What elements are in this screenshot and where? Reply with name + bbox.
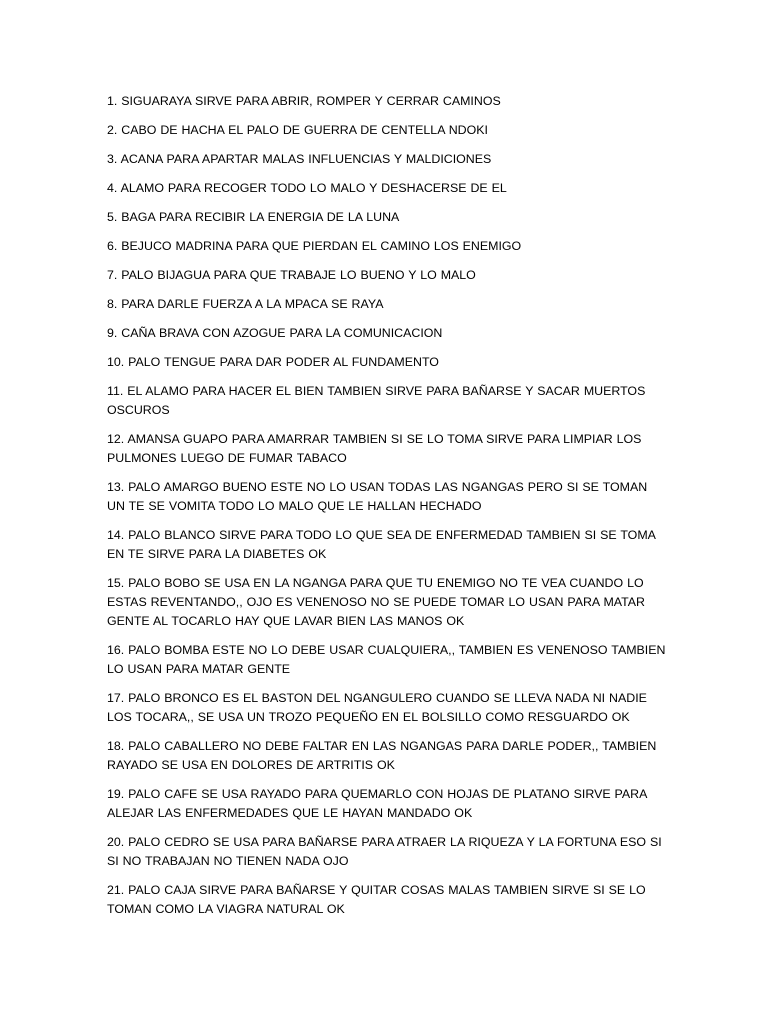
list-item: 18. PALO CABALLERO NO DEBE FALTAR EN LAS NGANGAS PARA DARLE PODER,, TAMBIEN RAYADO SE USA EN DOLORES DE ARTRITIS OK	[107, 739, 657, 772]
list-item: 7. PALO BIJAGUA PARA QUE TRABAJE LO BUENO Y LO MALO	[107, 268, 476, 282]
list-item: 3. ACANA PARA APARTAR MALAS INFLUENCIAS Y MALDICIONES	[107, 152, 492, 166]
list-item: 19. PALO CAFE SE USA RAYADO PARA QUEMARLO CON HOJAS DE PLATANO SIRVE PARA ALEJAR LAS ENFERMEDADES QUE LE HAYAN MANDADO OK	[107, 787, 647, 820]
list-item: 8. PARA DARLE FUERZA A LA MPACA SE RAYA	[107, 297, 384, 311]
list-item: 6. BEJUCO MADRINA PARA QUE PIERDAN EL CAMINO LOS ENEMIGO	[107, 239, 522, 253]
list-item: 15. PALO BOBO SE USA EN LA NGANGA PARA QUE TU ENEMIGO NO TE VEA CUANDO LO ESTAS REVENTANDO,, OJO ES VENENOSO NO SE PUEDE TOMAR LO USAN PARA MATAR GENTE AL TOCARLO HAY QUE LAVAR BIEN LAS MANOS OK	[107, 576, 645, 628]
list-item: 21. PALO CAJA SIRVE PARA BAÑARSE Y QUITAR COSAS MALAS TAMBIEN SIRVE SI SE LO TOMAN COMO LA VIAGRA NATURAL OK	[107, 883, 646, 916]
list-item: 5. BAGA PARA RECIBIR LA ENERGIA DE LA LUNA	[107, 210, 400, 224]
list-item: 16. PALO BOMBA ESTE NO LO DEBE USAR CUALQUIERA,, TAMBIEN ES VENENOSO TAMBIEN LO USAN PARA MATAR GENTE	[107, 643, 666, 676]
list-item: 4. ALAMO PARA RECOGER TODO LO MALO Y DESHACERSE DE EL	[107, 181, 507, 195]
list-item: 17. PALO BRONCO ES EL BASTON DEL NGANGULERO CUANDO SE LLEVA NADA NI NADIE LOS TOCARA,, SE USA UN TROZO PEQUEÑO EN EL BOLSILLO COMO RESGUARDO OK	[107, 691, 647, 724]
list-item: 12. AMANSA GUAPO PARA AMARRAR TAMBIEN SI SE LO TOMA SIRVE PARA LIMPIAR LOS PULMONES LUEGO DE FUMAR TABACO	[107, 432, 642, 465]
list-item: 1. SIGUARAYA SIRVE PARA ABRIR, ROMPER Y CERRAR CAMINOS	[107, 94, 501, 108]
list-item: 9. CAÑA BRAVA CON AZOGUE PARA LA COMUNICACION	[107, 326, 443, 340]
list-item: 11. EL ALAMO PARA HACER EL BIEN TAMBIEN SIRVE PARA BAÑARSE Y SACAR MUERTOS OSCUROS	[107, 384, 646, 417]
list-item: 13. PALO AMARGO BUENO ESTE NO LO USAN TODAS LAS NGANGAS PERO SI SE TOMAN UN TE SE VOMITA TODO LO MALO QUE LE HALLAN HECHADO	[107, 480, 648, 513]
list-item: 2. CABO DE HACHA EL PALO DE GUERRA DE CENTELLA NDOKI	[107, 123, 488, 137]
numbered-list	[107, 92, 667, 929]
list-item: 14. PALO BLANCO SIRVE PARA TODO LO QUE SEA DE ENFERMEDAD TAMBIEN SI SE TOMA EN TE SIRVE PARA LA DIABETES OK	[107, 528, 656, 561]
list-item: 20. PALO CEDRO SE USA PARA BAÑARSE PARA ATRAER LA RIQUEZA Y LA FORTUNA ESO SI SI NO TRABAJAN NO TIENEN NADA OJO	[107, 835, 662, 868]
list-item: 10. PALO TENGUE PARA DAR PODER AL FUNDAMENTO	[107, 355, 439, 369]
